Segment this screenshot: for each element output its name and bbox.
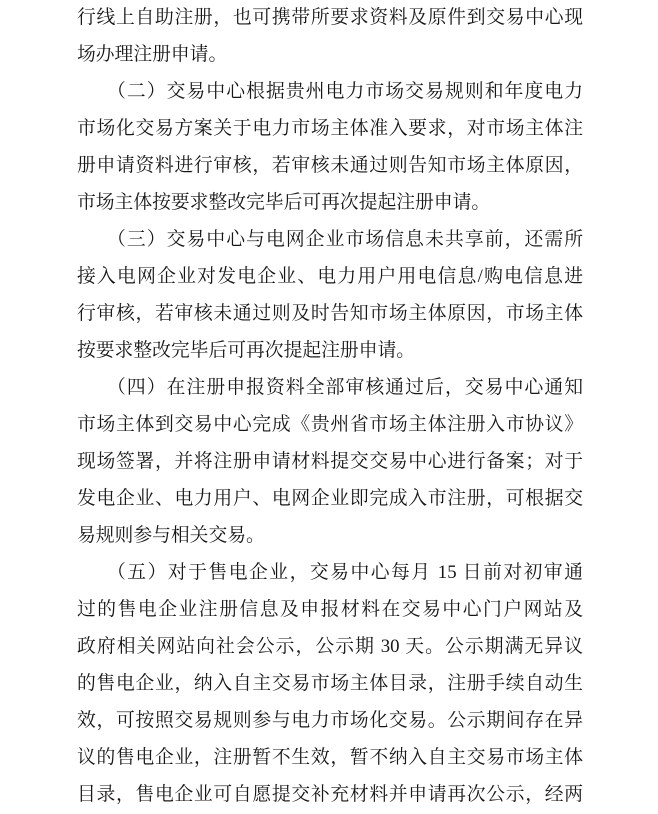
text-line: 的售电企业，纳入自主交易市场主体目录，注册手续自动生 (77, 673, 583, 694)
text-line: 效，可按照交易规则参与电力市场化交易。公示期间存在异 (77, 710, 583, 731)
text-line: 议的售电企业，注册暂不生效，暂不纳入自主交易市场主体 (77, 747, 583, 768)
text-line: 目录，售电企业可自愿提交补充材料并申请再次公示，经两 (77, 784, 583, 805)
text-line: 市场主体到交易中心完成《贵州省市场主体注册入市协议》 (77, 414, 583, 435)
document-text-body (77, 0, 583, 813)
text-line: 册申请资料进行审核，若审核未通过则告知市场主体原因， (77, 155, 583, 176)
text-line-paragraph-start: （五）对于售电企业，交易中心每月 15 日前对初审通 (107, 562, 583, 583)
text-line: 行线上自助注册，也可携带所要求资料及原件到交易中心现 (77, 7, 583, 28)
text-line-paragraph-start: （三）交易中心与电网企业市场信息未共享前，还需所 (107, 229, 583, 250)
text-line: 按要求整改完毕后可再次提起注册申请。 (77, 340, 416, 361)
text-line: 政府相关网站向社会公示，公示期 30 天。公示期满无异议 (77, 636, 583, 657)
text-line: 市场主体按要求整改完毕后可再次提起注册申请。 (77, 192, 491, 213)
text-line: 过的售电企业注册信息及申报材料在交易中心门户网站及 (77, 599, 583, 620)
text-line: 现场签署，并将注册申请材料提交交易中心进行备案；对于 (77, 451, 583, 472)
text-line: 场办理注册申请。 (77, 44, 228, 65)
text-line-paragraph-start: （二）交易中心根据贵州电力市场交易规则和年度电力 (107, 81, 583, 102)
text-line: 行审核，若审核未通过则及时告知市场主体原因，市场主体 (77, 303, 583, 324)
text-line: 接入电网企业对发电企业、电力用户用电信息/购电信息进 (77, 266, 583, 287)
text-line-paragraph-start: （四）在注册申报资料全部审核通过后，交易中心通知 (107, 377, 583, 398)
text-line: 发电企业、电力用户、电网企业即完成入市注册，可根据交 (77, 488, 583, 509)
text-line: 市场化交易方案关于电力市场主体准入要求，对市场主体注 (77, 118, 583, 139)
text-line: 易规则参与相关交易。 (77, 525, 265, 546)
